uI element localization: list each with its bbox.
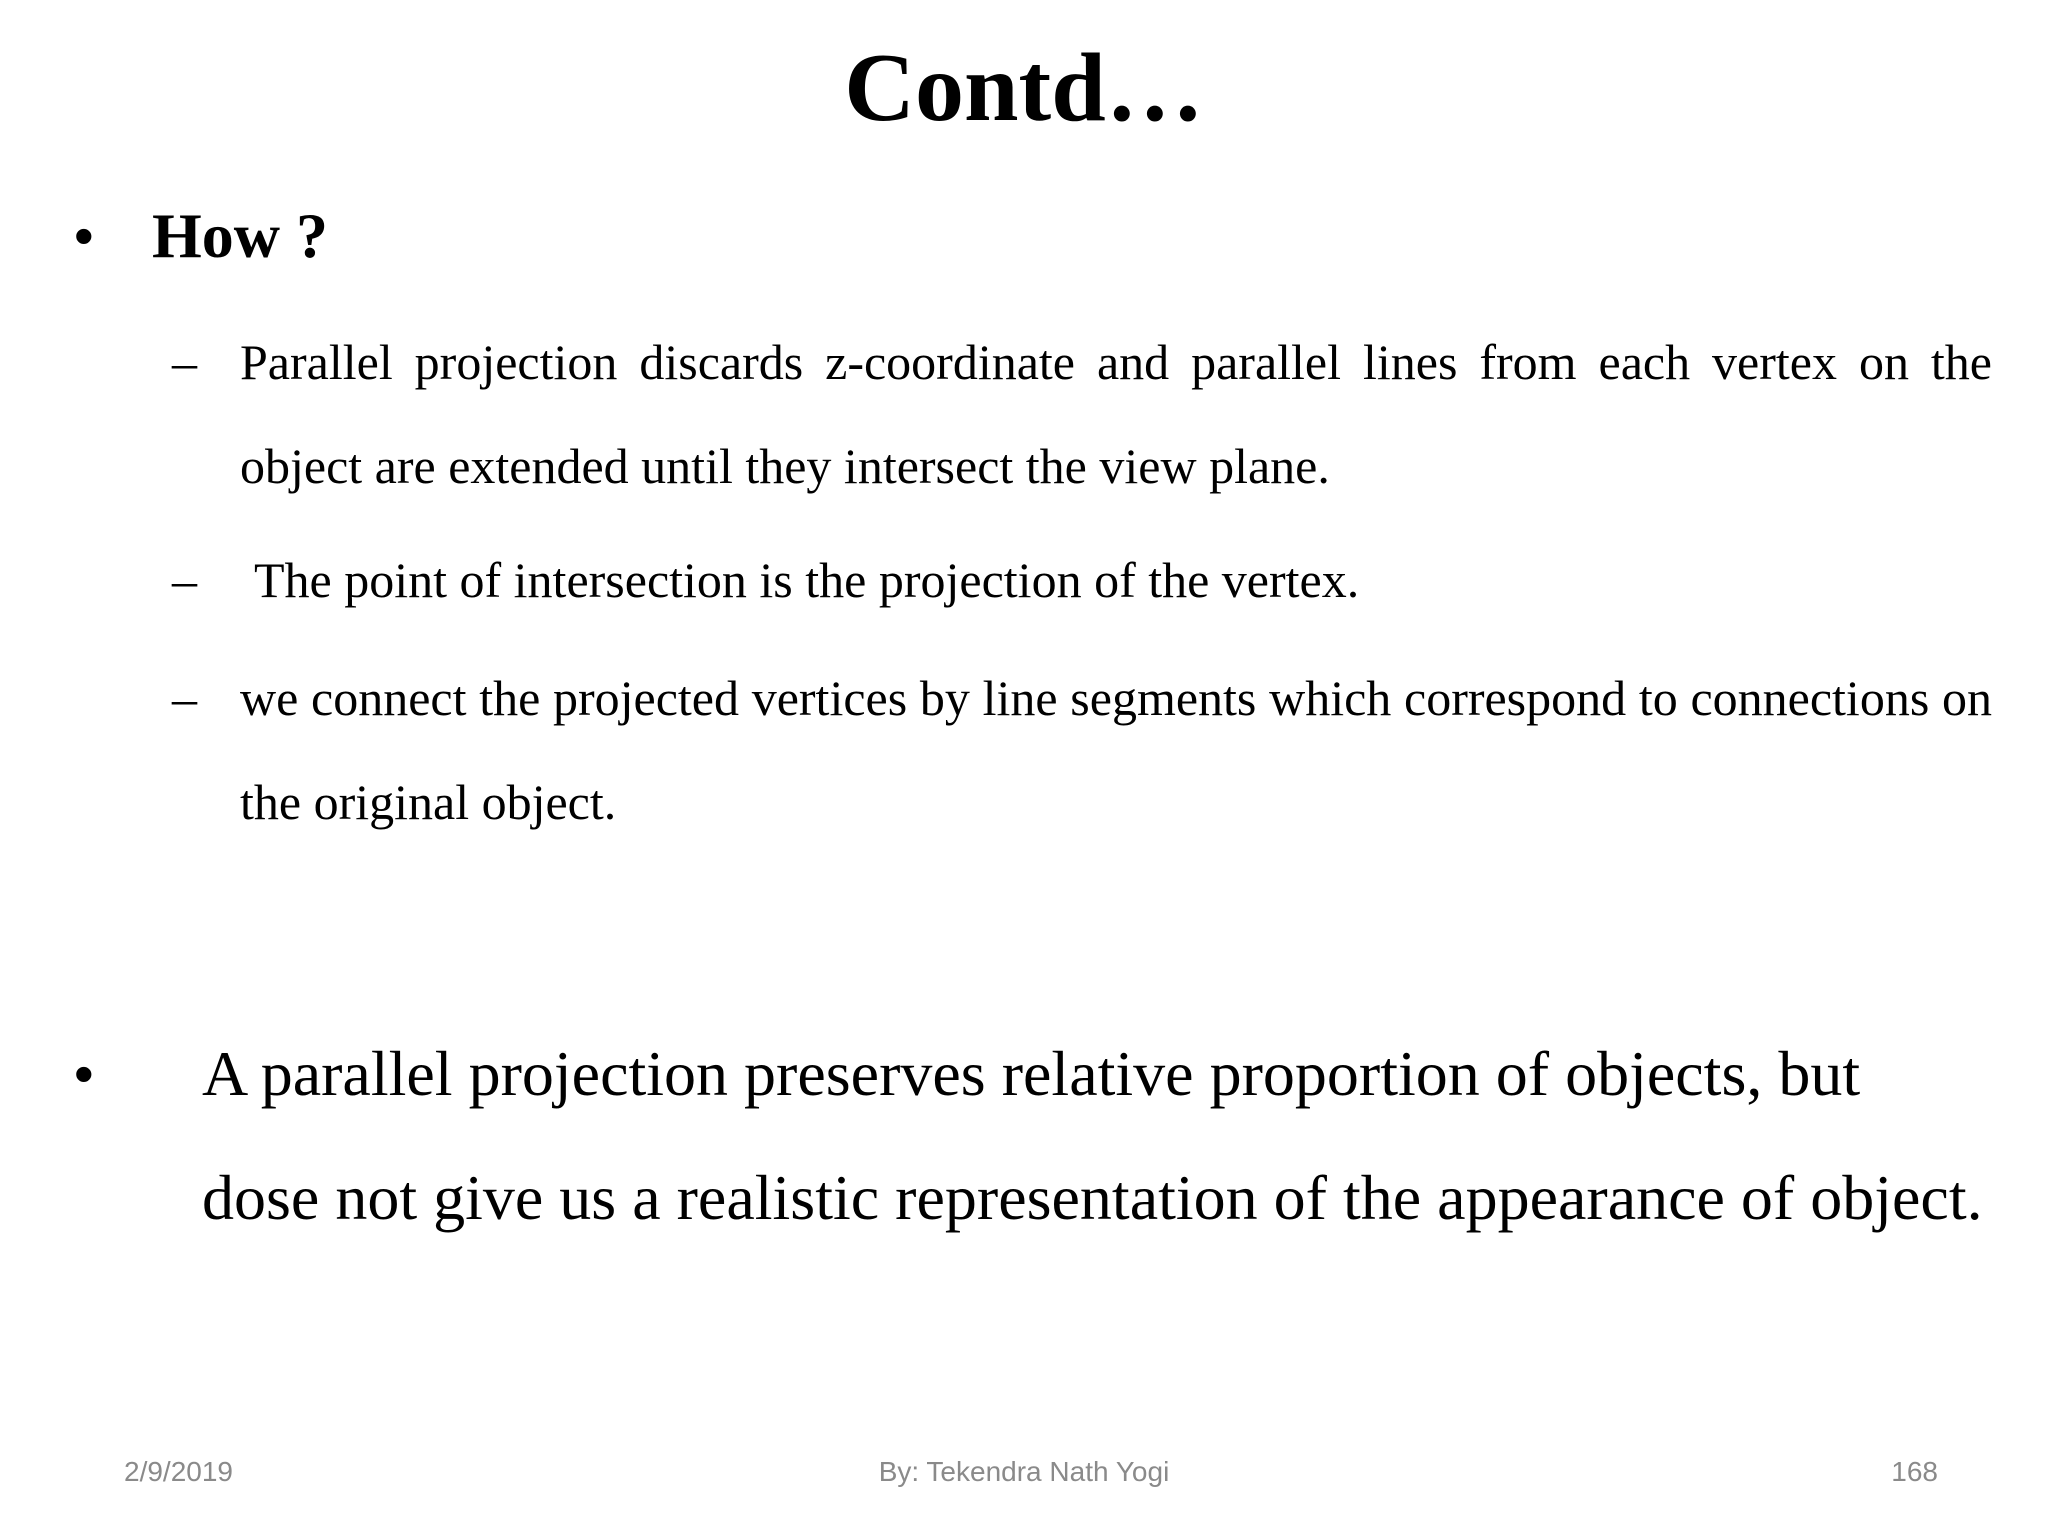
slide-title: Contd… <box>844 34 1204 142</box>
sub-point-2 <box>172 528 1992 632</box>
how-heading: How ? <box>152 200 328 271</box>
main-point-text: A parallel projection preserves relative proportion of objects, but dose not give us a realistic representation of the appearance of object. <box>202 1038 1983 1233</box>
sub-point-text: Parallel projection discards z-coordinate and parallel lines from each vertex on the object are extended until they intersect the view plane. <box>240 334 1992 494</box>
sub-point-text: we connect the projected vertices by line segments which correspond to connections on the original object. <box>240 670 1992 830</box>
dash-icon: – <box>172 670 197 726</box>
footer-date: 2/9/2019 <box>124 1456 233 1487</box>
dash-icon: – <box>172 334 197 390</box>
footer-page-number: 168 <box>1891 1456 1938 1487</box>
sub-point-1 <box>172 310 1992 518</box>
bullet-icon: • <box>74 204 94 267</box>
sub-point-3 <box>172 646 1992 854</box>
main-bullet <box>74 1012 1994 1382</box>
sub-point-text: The point of intersection is the projection of the vertex. <box>254 552 1360 608</box>
dash-icon: – <box>172 552 197 608</box>
how-bullet <box>74 196 1974 276</box>
bullet-icon: • <box>74 1042 94 1105</box>
footer-author: By: Tekendra Nath Yogi <box>878 1456 1170 1487</box>
